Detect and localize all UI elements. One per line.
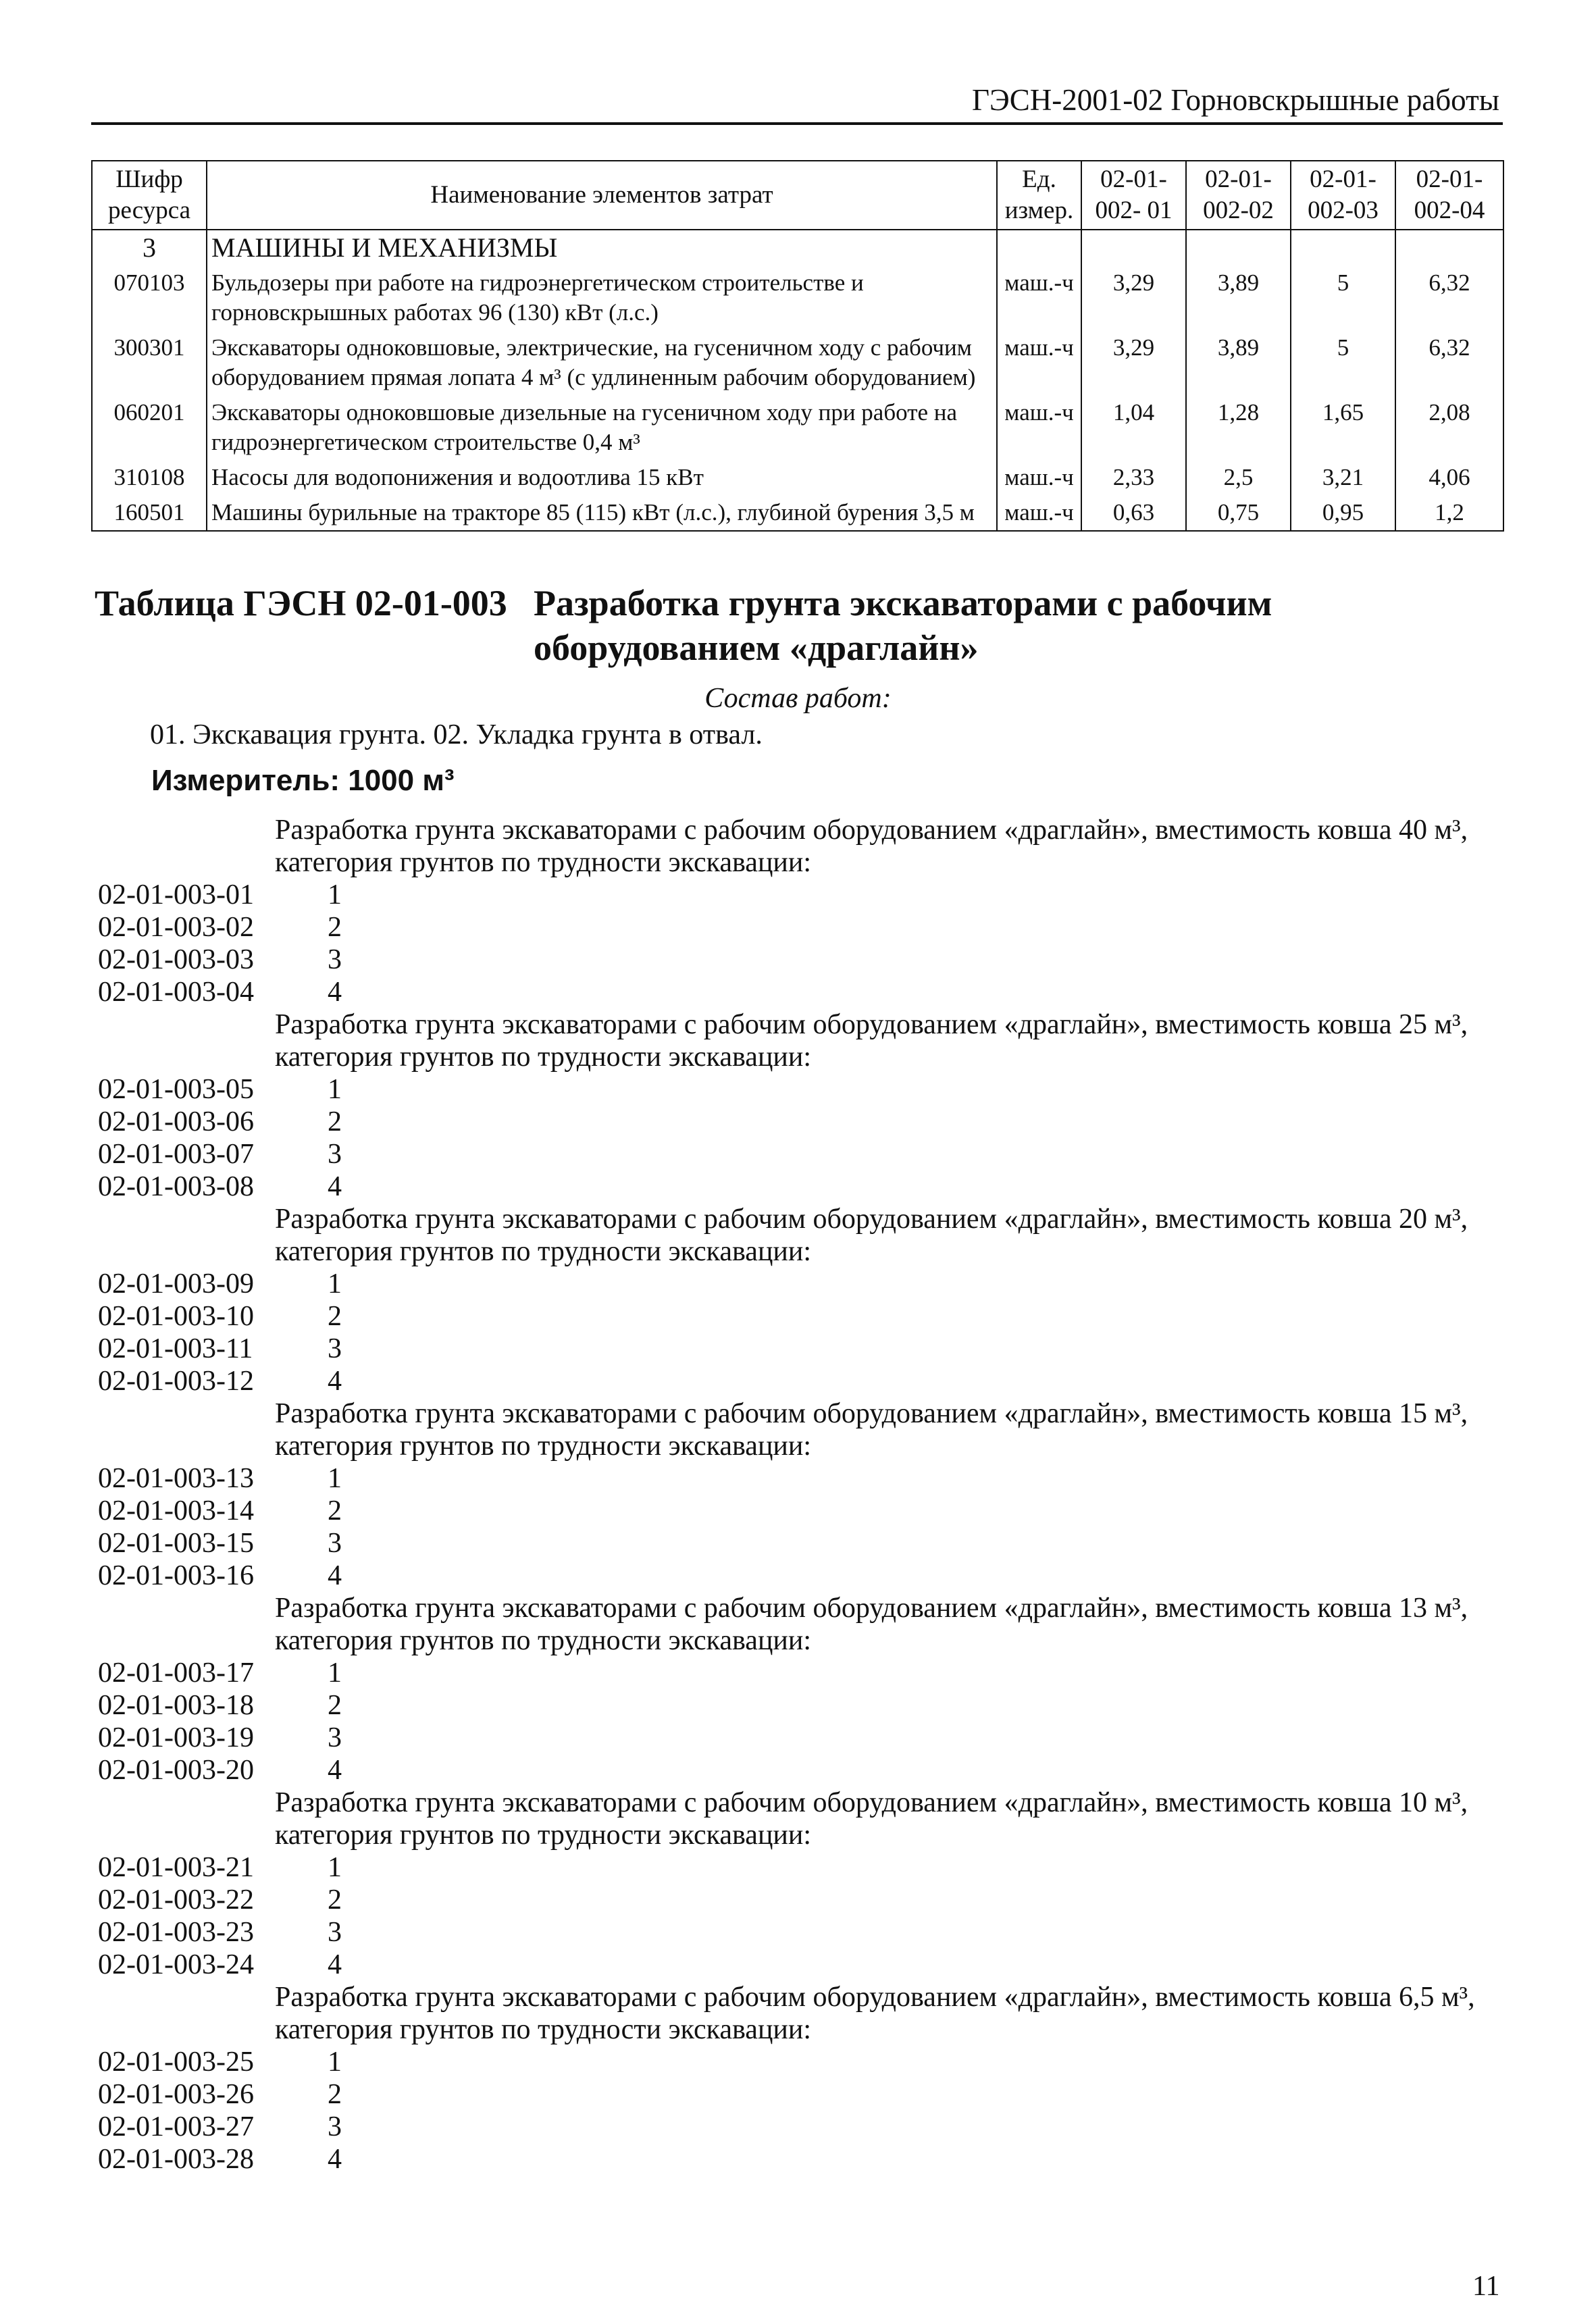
section-name: МАШИНЫ И МЕХАНИЗМЫ [207, 230, 997, 265]
section-code: 3 [92, 230, 207, 265]
value-col4: 6,32 [1395, 265, 1503, 330]
header-col3: 02-01-002-03 [1291, 161, 1395, 230]
norm-group [91, 1397, 1510, 1592]
resource-code: 160501 [92, 495, 207, 531]
value-col1: 3,29 [1081, 330, 1186, 395]
table-name: Разработка грунта экскаваторами с рабочим оборудованием «драглайн» [534, 583, 1272, 668]
group-description: Разработка грунта экскаваторами с рабочим оборудованием «драглайн», вместимость ковша 15 м³, категория грунтов по трудности экскавации: [275, 1398, 1468, 1462]
norm-code: 02-01-003-06 [98, 1106, 254, 1137]
norm-code: 02-01-003-05 [98, 1074, 254, 1105]
soil-category: 2 [328, 1884, 342, 1916]
norm-row [91, 1657, 1510, 1689]
soil-category: 3 [328, 2111, 342, 2142]
table-number: Таблица ГЭСН 02-01-003 [95, 583, 507, 623]
norm-row [91, 911, 1510, 944]
norm-code: 02-01-003-04 [98, 977, 254, 1008]
soil-category: 2 [328, 1301, 342, 1332]
norm-row [91, 1949, 1510, 1981]
resource-unit: маш.-ч [997, 495, 1081, 531]
measurement-unit: Измеритель: 1000 м³ [151, 764, 455, 797]
norm-row [91, 1722, 1510, 1754]
header-col2: 02-01-002-02 [1186, 161, 1291, 230]
header-unit: Ед. измер. [997, 161, 1081, 230]
resource-unit: маш.-ч [997, 395, 1081, 460]
soil-category: 2 [328, 2079, 342, 2110]
value-col2: 3,89 [1186, 330, 1291, 395]
norm-row [91, 1333, 1510, 1365]
norm-code: 02-01-003-16 [98, 1560, 254, 1591]
norm-group [91, 1981, 1510, 2176]
norm-row [91, 1560, 1510, 1592]
value-col3: 5 [1291, 265, 1395, 330]
norm-row [91, 879, 1510, 911]
norm-row [91, 1495, 1510, 1527]
soil-category: 4 [328, 1560, 342, 1591]
norm-code: 02-01-003-27 [98, 2111, 254, 2142]
value-col2: 2,5 [1186, 460, 1291, 495]
soil-category: 4 [328, 2144, 342, 2175]
norm-code: 02-01-003-20 [98, 1755, 254, 1786]
norm-row [91, 1268, 1510, 1300]
group-description: Разработка грунта экскаваторами с рабочим оборудованием «драглайн», вместимость ковша 25 м³, категория грунтов по трудности экскавации: [275, 1009, 1468, 1073]
soil-category: 3 [328, 1528, 342, 1559]
soil-category: 4 [328, 1366, 342, 1397]
soil-category: 4 [328, 1171, 342, 1202]
empty-cell [997, 230, 1081, 265]
norm-row [91, 1138, 1510, 1171]
value-col3: 5 [1291, 330, 1395, 395]
norm-row [91, 2046, 1510, 2078]
value-col4: 4,06 [1395, 460, 1503, 495]
resource-code: 300301 [92, 330, 207, 395]
norm-code: 02-01-003-10 [98, 1301, 254, 1332]
norm-code: 02-01-003-07 [98, 1139, 254, 1170]
value-col1: 1,04 [1081, 395, 1186, 460]
header-col1: 02-01-002- 01 [1081, 161, 1186, 230]
norm-code: 02-01-003-11 [98, 1333, 253, 1364]
value-col2: 1,28 [1186, 395, 1291, 460]
norm-row [91, 1689, 1510, 1722]
group-description: Разработка грунта экскаваторами с рабочим оборудованием «драглайн», вместимость ковша 40 м³, категория грунтов по трудности экскавации: [275, 815, 1468, 878]
soil-category: 3 [328, 1722, 342, 1753]
norm-code: 02-01-003-26 [98, 2079, 254, 2110]
page-number: 11 [1472, 2271, 1500, 2302]
norm-code: 02-01-003-02 [98, 912, 254, 943]
value-col1: 0,63 [1081, 495, 1186, 531]
empty-cell [1081, 230, 1186, 265]
table-row [92, 460, 1503, 495]
soil-category: 1 [328, 2047, 342, 2078]
value-col4: 6,32 [1395, 330, 1503, 395]
norm-code: 02-01-003-22 [98, 1884, 254, 1916]
norm-row [91, 2078, 1510, 2111]
value-col1: 3,29 [1081, 265, 1186, 330]
section-row [92, 230, 1503, 265]
group-description: Разработка грунта экскаваторами с рабочим оборудованием «драглайн», вместимость ковша 20 м³, категория грунтов по трудности экскавации: [275, 1204, 1468, 1267]
norm-code: 02-01-003-15 [98, 1528, 254, 1559]
norm-code: 02-01-003-28 [98, 2144, 254, 2175]
empty-cell [1186, 230, 1291, 265]
soil-category: 3 [328, 944, 342, 975]
header-col4: 02-01-002-04 [1395, 161, 1503, 230]
soil-category: 1 [328, 879, 342, 910]
group-description: Разработка грунта экскаваторами с рабочим оборудованием «драглайн», вместимость ковша 6,5 м³, категория грунтов по трудности экскавации: [275, 1982, 1475, 2045]
norm-group [91, 1203, 1510, 1397]
table-row [92, 265, 1503, 330]
soil-category: 1 [328, 1657, 342, 1689]
works-heading: Состав работ: [704, 683, 892, 714]
soil-category: 1 [328, 1268, 342, 1300]
norm-row [91, 1300, 1510, 1333]
group-description: Разработка грунта экскаваторами с рабочим оборудованием «драглайн», вместимость ковша 13 м³, категория грунтов по трудности экскавации: [275, 1593, 1468, 1656]
soil-category: 4 [328, 1949, 342, 1980]
soil-category: 2 [328, 1690, 342, 1721]
table-header-row [92, 161, 1503, 230]
value-col2: 0,75 [1186, 495, 1291, 531]
soil-category: 2 [328, 1495, 342, 1526]
resource-unit: маш.-ч [997, 330, 1081, 395]
empty-cell [1291, 230, 1395, 265]
norm-row [91, 1171, 1510, 1203]
norm-row [91, 1527, 1510, 1560]
norm-code: 02-01-003-09 [98, 1268, 254, 1300]
group-description: Разработка грунта экскаваторами с рабочим оборудованием «драглайн», вместимость ковша 10 м³, категория грунтов по трудности экскавации: [275, 1787, 1468, 1851]
resource-unit: маш.-ч [997, 265, 1081, 330]
norm-row [91, 1884, 1510, 1916]
norm-row [91, 1462, 1510, 1495]
value-col4: 1,2 [1395, 495, 1503, 531]
norm-code: 02-01-003-25 [98, 2047, 254, 2078]
resource-name: Насосы для водопонижения и водоотлива 15 кВт [207, 460, 997, 495]
header-code: Шифр ресурса [92, 161, 207, 230]
resource-name: Машины бурильные на тракторе 85 (115) кВт (л.с.), глубиной бурения 3,5 м [207, 495, 997, 531]
norm-row [91, 944, 1510, 976]
norm-group [91, 1592, 1510, 1786]
resource-code: 070103 [92, 265, 207, 330]
resource-name: Экскаваторы одноковшовые, электрические, на гусеничном ходу с рабочим оборудованием прямая лопата 4 м³ (с удлиненным рабочим оборудованием) [207, 330, 997, 395]
norm-code: 02-01-003-18 [98, 1690, 254, 1721]
norm-row [91, 1916, 1510, 1949]
value-col3: 3,21 [1291, 460, 1395, 495]
norm-code: 02-01-003-13 [98, 1463, 254, 1494]
table-row [92, 495, 1503, 531]
resource-name: Экскаваторы одноковшовые дизельные на гусеничном ходу при работе на гидроэнергетическом строительстве 0,4 м³ [207, 395, 997, 460]
norm-code: 02-01-003-12 [98, 1366, 254, 1397]
running-head: ГЭСН-2001-02 Горновскрышные работы [971, 83, 1499, 117]
norm-groups [91, 814, 1510, 2176]
resource-name: Бульдозеры при работе на гидроэнергетическом строительстве и горновскрышных работах 96 (130) кВт (л.с.) [207, 265, 997, 330]
norm-group [91, 1786, 1510, 1981]
header-rule [91, 122, 1503, 125]
value-col3: 1,65 [1291, 395, 1395, 460]
norm-code: 02-01-003-17 [98, 1657, 254, 1689]
norm-code: 02-01-003-14 [98, 1495, 254, 1526]
soil-category: 4 [328, 1755, 342, 1786]
norm-group [91, 1008, 1510, 1203]
soil-category: 3 [328, 1139, 342, 1170]
works-text: 01. Экскавация грунта. 02. Укладка грунта в отвал. [150, 719, 763, 750]
soil-category: 2 [328, 912, 342, 943]
norm-row [91, 1851, 1510, 1884]
norm-row [91, 1073, 1510, 1106]
soil-category: 3 [328, 1917, 342, 1948]
norm-row [91, 1365, 1510, 1397]
soil-category: 3 [328, 1333, 342, 1364]
empty-cell [1395, 230, 1503, 265]
soil-category: 4 [328, 977, 342, 1008]
norm-code: 02-01-003-24 [98, 1949, 254, 1980]
soil-category: 1 [328, 1852, 342, 1883]
norm-code: 02-01-003-23 [98, 1917, 254, 1948]
value-col1: 2,33 [1081, 460, 1186, 495]
value-col3: 0,95 [1291, 495, 1395, 531]
norm-code: 02-01-003-21 [98, 1852, 254, 1883]
norm-row [91, 976, 1510, 1008]
soil-category: 1 [328, 1074, 342, 1105]
norm-row [91, 1754, 1510, 1786]
norm-group [91, 814, 1510, 1008]
soil-category: 1 [328, 1463, 342, 1494]
value-col4: 2,08 [1395, 395, 1503, 460]
resource-code: 310108 [92, 460, 207, 495]
norm-code: 02-01-003-03 [98, 944, 254, 975]
table-row [92, 395, 1503, 460]
norm-code: 02-01-003-08 [98, 1171, 254, 1202]
resource-code: 060201 [92, 395, 207, 460]
norm-row [91, 1106, 1510, 1138]
norm-code: 02-01-003-01 [98, 879, 254, 910]
table-row [92, 330, 1503, 395]
norm-row [91, 2143, 1510, 2176]
resource-table [91, 160, 1504, 532]
norm-code: 02-01-003-19 [98, 1722, 254, 1753]
header-name: Наименование элементов затрат [207, 161, 997, 230]
resource-unit: маш.-ч [997, 460, 1081, 495]
norm-row [91, 2111, 1510, 2143]
soil-category: 2 [328, 1106, 342, 1137]
value-col2: 3,89 [1186, 265, 1291, 330]
